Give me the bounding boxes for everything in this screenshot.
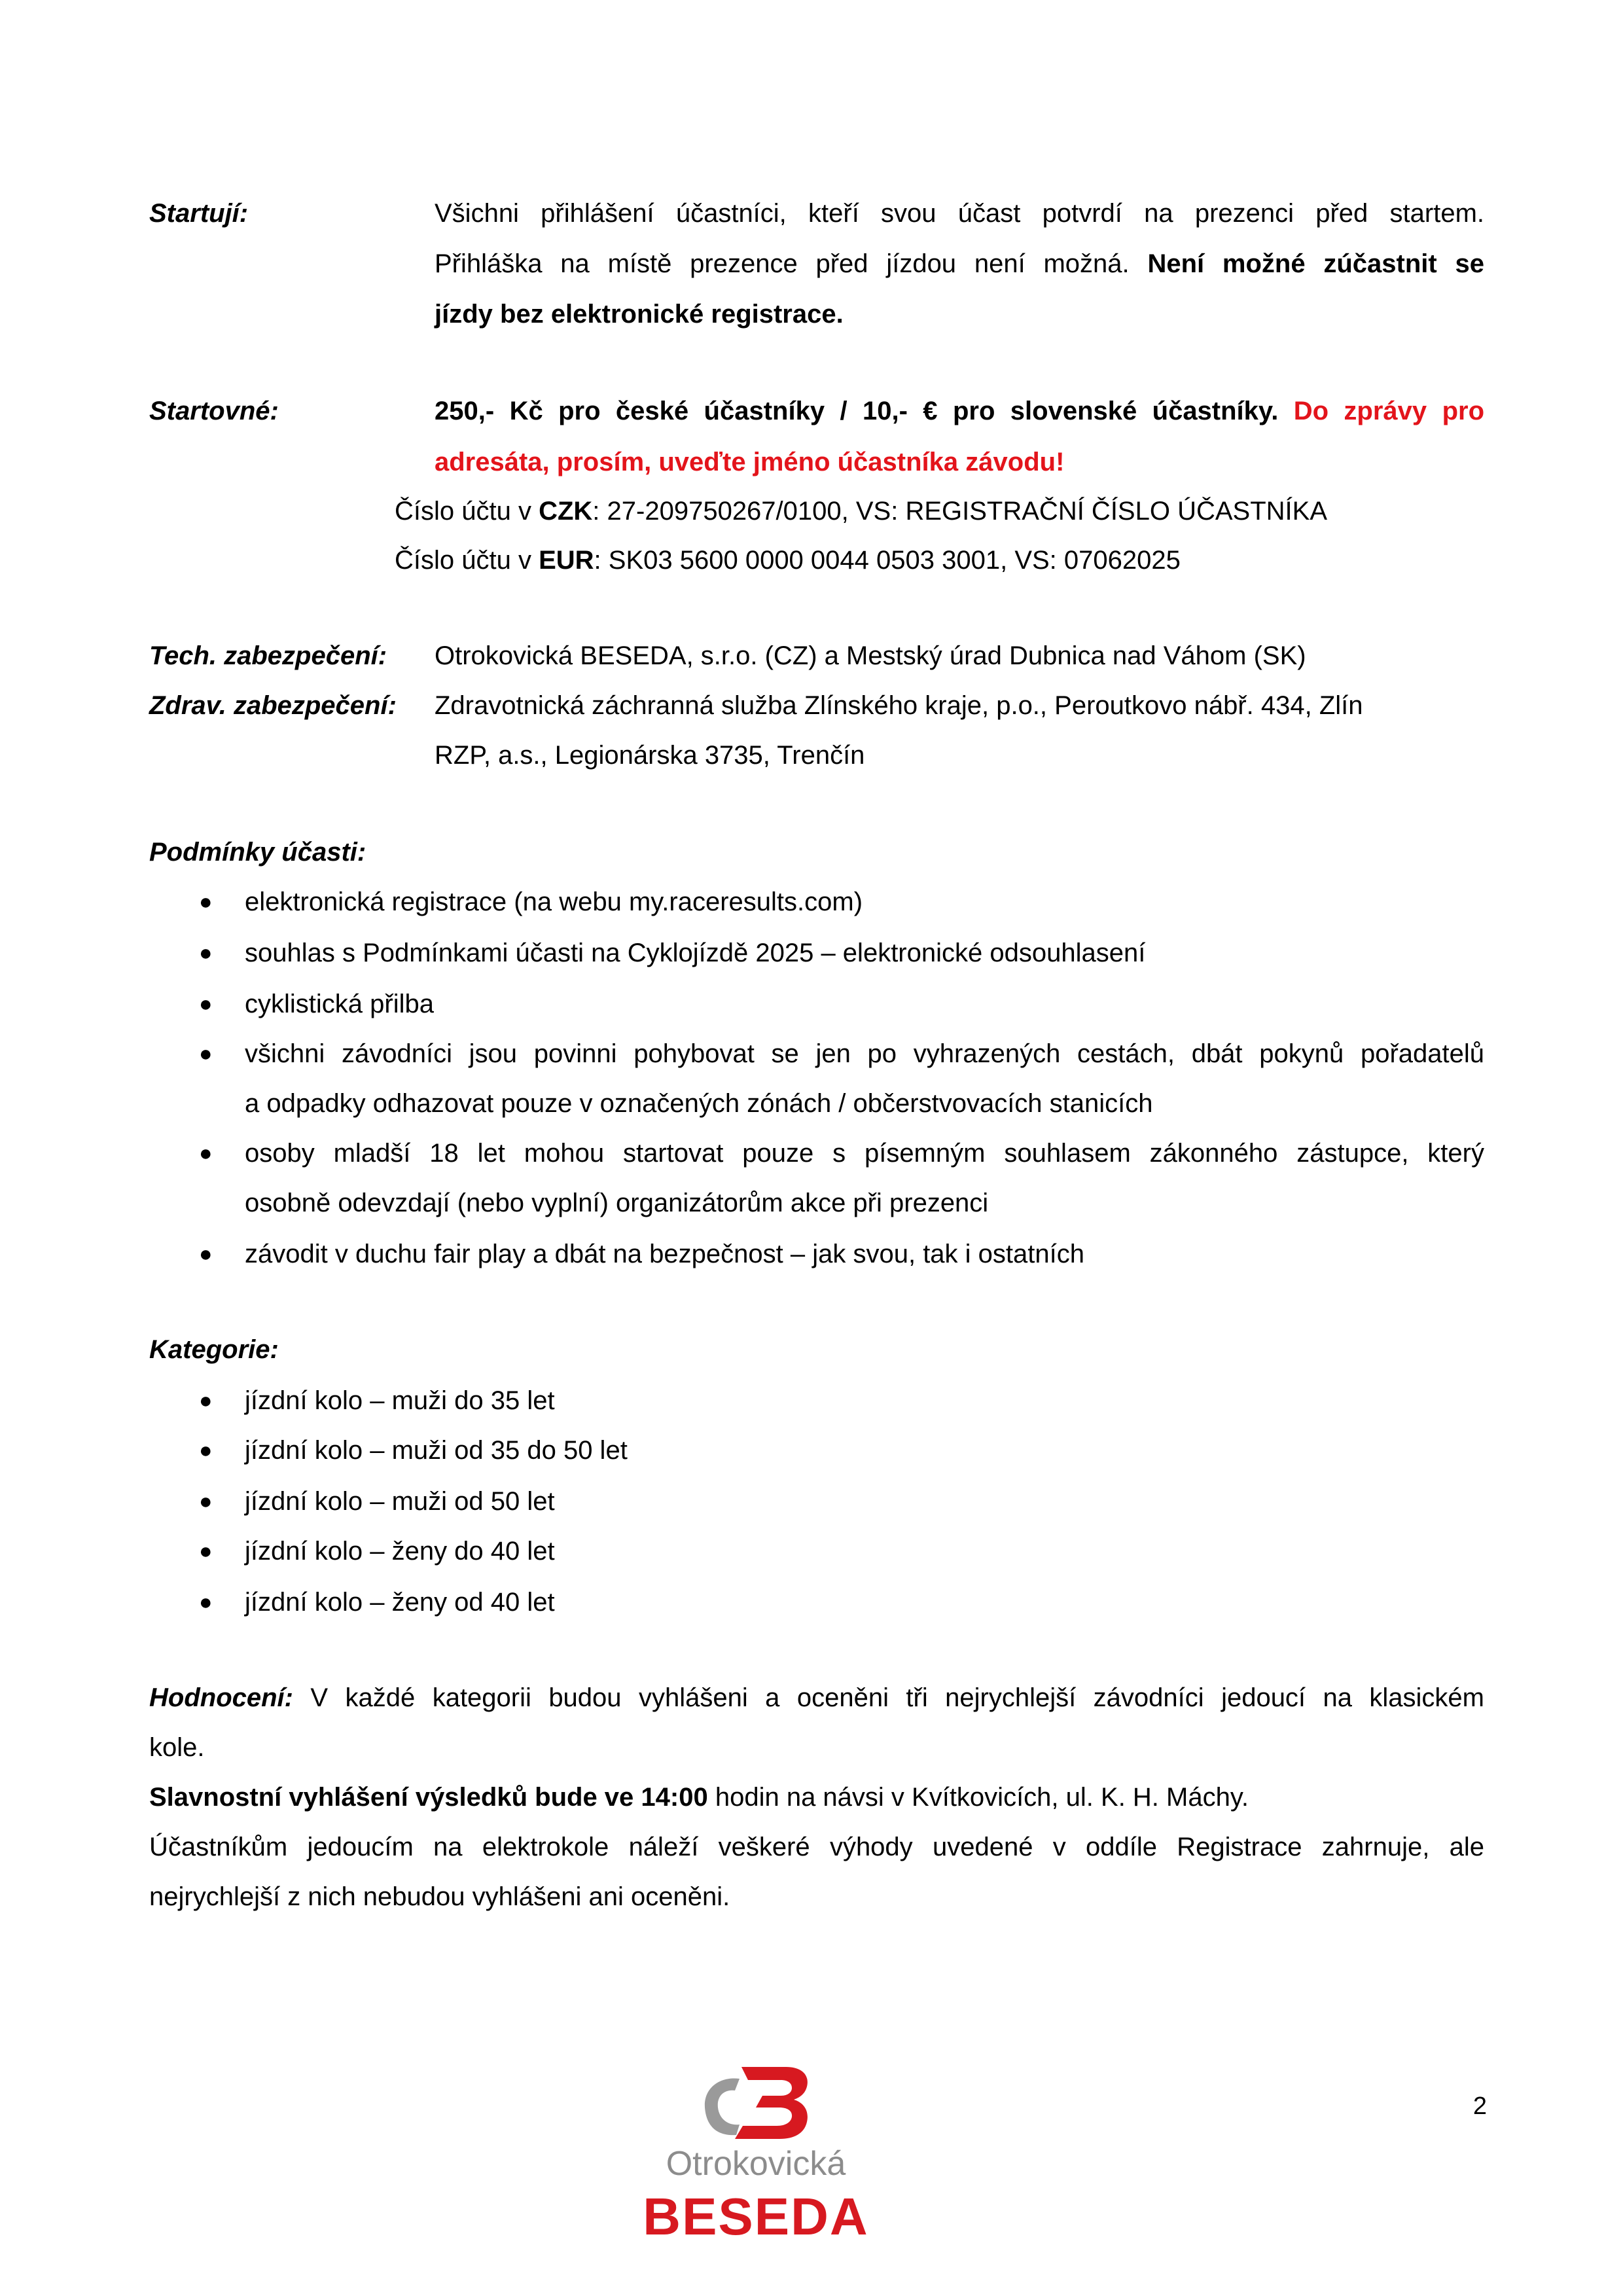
logo-text-beseda: BESEDA <box>643 2187 869 2246</box>
podminky-item <box>149 1234 1484 1274</box>
kategorie-item-text: jízdní kolo – ženy do 40 let <box>245 1537 555 1566</box>
podminky-item-text: souhlas s Podmínkami účasti na Cyklojízdě 2025 – elektronické odsouhlasení <box>245 939 1146 967</box>
logo-mark-icon <box>632 2062 880 2140</box>
podminky-item <box>149 984 1484 1024</box>
startovne-note-start: Do zprávy pro <box>1293 397 1485 425</box>
podminky-item-continuation <box>149 1183 1484 1223</box>
bullet-icon: ● <box>199 1388 213 1413</box>
bullet-icon: ● <box>199 1539 213 1564</box>
startovne-label: Startovné: <box>149 397 279 425</box>
kategorie-item <box>149 1431 1484 1470</box>
podminky-item-text: cyklistická přilba <box>245 990 434 1018</box>
zdrav-label: Zdrav. zabezpečení: <box>149 691 397 720</box>
account-czk-currency: CZK <box>539 497 593 526</box>
podminky-item <box>149 933 1484 973</box>
account-eur-currency: EUR <box>539 546 594 575</box>
bullet-icon: ● <box>199 1438 213 1463</box>
kategorie-item <box>149 1482 1484 1521</box>
ceremony-time: Slavnostní vyhlášení výsledků bude ve 14:00 <box>149 1783 708 1812</box>
account-eur <box>395 541 1181 580</box>
podminky-item-text: všichni závodníci jsou povinni pohybovat se jen po vyhrazených cestách, dbát pokynů pořadatelů <box>245 1039 1484 1068</box>
hodnoceni-line-3 <box>149 1778 1249 1817</box>
podminky-heading: Podmínky účasti: <box>149 838 366 867</box>
podminky-item <box>149 1134 1484 1173</box>
bullet-icon: ● <box>199 1242 213 1266</box>
account-czk <box>395 492 1327 531</box>
hodnoceni-label: Hodnocení: <box>149 1683 293 1712</box>
otrokovicka-beseda-logo <box>632 2062 880 2251</box>
startuji-line-2-normal: Přihláška na místě prezence před jízdou není možná. <box>435 249 1148 278</box>
podminky-item-text: závodit v duchu fair play a dbát na bezpečnost – jak svou, tak i ostatních <box>245 1240 1084 1268</box>
kategorie-item-text: jízdní kolo – muži od 35 do 50 let <box>245 1436 628 1465</box>
podminky-item-text: a odpadky odhazovat pouze v označených zónách / občerstvovacích stanicích <box>245 1089 1153 1118</box>
podminky-item <box>149 1034 1484 1073</box>
bullet-icon: ● <box>199 1041 213 1066</box>
logo-text-otrokovicka: Otrokovická <box>666 2145 846 2183</box>
bullet-icon: ● <box>199 1141 213 1166</box>
zdrav-value-2: RZP, a.s., Legionárska 3735, Trenčín <box>435 741 865 770</box>
bullet-icon: ● <box>199 1590 213 1615</box>
kategorie-item <box>149 1381 1484 1420</box>
bullet-icon: ● <box>199 889 213 914</box>
account-eur-details: : SK03 5600 0000 0044 0503 3001, VS: 07062025 <box>594 546 1181 575</box>
startuji-line-1: Všichni přihlášení účastníci, kteří svou účast potvrdí na prezenci před startem. <box>435 199 1484 228</box>
hodnoceni-line-2: kole. <box>149 1733 205 1762</box>
podminky-item <box>149 882 1484 922</box>
startuji-line-2-bold: Není možné zúčastnit se <box>1147 249 1484 278</box>
bullet-icon: ● <box>199 941 213 965</box>
account-eur-prefix: Číslo účtu v <box>395 546 539 575</box>
kategorie-item-text: jízdní kolo – ženy od 40 let <box>245 1588 555 1617</box>
startuji-line-3: jízdy bez elektronické registrace. <box>435 300 844 329</box>
zdrav-value-1: Zdravotnická záchranná služba Zlínského kraje, p.o., Peroutkovo nábř. 434, Zlín <box>435 691 1363 720</box>
bullet-icon: ● <box>199 992 213 1016</box>
kategorie-heading: Kategorie: <box>149 1335 279 1364</box>
podminky-item-text: osobně odevzdají (nebo vyplní) organizátorům akce při prezenci <box>245 1189 989 1217</box>
hodnoceni-line-5: nejrychlejší z nich nebudou vyhlášeni ani oceněni. <box>149 1882 730 1911</box>
tech-label: Tech. zabezpečení: <box>149 641 387 670</box>
ceremony-place: hodin na návsi v Kvítkovicích, ul. K. H. Máchy. <box>707 1783 1249 1812</box>
startovne-note-end: adresáta, prosím, uveďte jméno účastníka závodu! <box>435 448 1065 476</box>
page-number: 2 <box>1472 2092 1487 2120</box>
kategorie-item <box>149 1583 1484 1622</box>
hodnoceni-line-1 <box>149 1678 1484 1717</box>
podminky-item-continuation <box>149 1084 1484 1123</box>
hodnoceni-line-4: Účastníkům jedoucím na elektrokole náleží veškeré výhody uvedené v oddíle Registrace zahrnuje, ale <box>149 1833 1484 1861</box>
kategorie-item-text: jízdní kolo – muži do 35 let <box>245 1386 555 1415</box>
hodnoceni-text: V každé kategorii budou vyhlášeni a oceněni tři nejrychlejší závodníci jedoucí na klasickém <box>293 1683 1484 1712</box>
startuji-line-2 <box>435 244 1484 283</box>
account-czk-details: : 27-209750267/0100, VS: REGISTRAČNÍ ČÍSLO ÚČASTNÍKA <box>592 497 1328 526</box>
kategorie-item <box>149 1532 1484 1571</box>
podminky-item-text: osoby mladší 18 let mohou startovat pouze s písemným souhlasem zákonného zástupce, který <box>245 1139 1484 1168</box>
account-czk-prefix: Číslo účtu v <box>395 497 539 526</box>
tech-value: Otrokovická BESEDA, s.r.o. (CZ) a Mestský úrad Dubnica nad Váhom (SK) <box>435 641 1306 670</box>
bullet-icon: ● <box>199 1489 213 1514</box>
podminky-item-text: elektronická registrace (na webu my.raceresults.com) <box>245 888 863 916</box>
startovne-line-1 <box>435 391 1484 431</box>
startovne-fee: 250,- Kč pro české účastníky / 10,- € pro slovenské účastníky. <box>435 397 1294 425</box>
startuji-label: Startují: <box>149 199 249 228</box>
kategorie-item-text: jízdní kolo – muži od 50 let <box>245 1487 555 1516</box>
